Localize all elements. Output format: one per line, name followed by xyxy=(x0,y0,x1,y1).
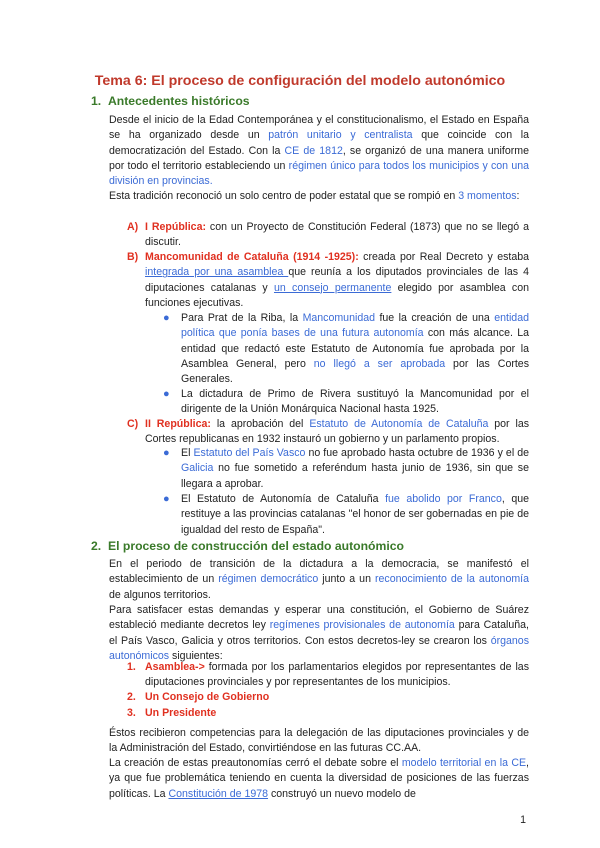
page-number: 1 xyxy=(520,814,526,826)
list-marker-c: C) xyxy=(127,418,139,430)
highlight-text: Mancomunidad xyxy=(302,312,375,324)
text-run: elegido por asamblea con funciones ejecutivas. xyxy=(145,281,530,309)
text-run: no fue aprobado hasta octubre de 1936 y el de xyxy=(305,447,529,459)
list-marker-2: 2. xyxy=(127,691,136,703)
highlight-text: entidad política que ponía bases de una futura autonomía xyxy=(181,312,529,340)
list-item-consejo-gobierno: Un Consejo de Gobierno xyxy=(145,691,270,703)
section-title: El proceso de construcción del estado autonómico xyxy=(108,539,404,553)
paragraph-competencias: Éstos recibieron competencias para la delegación de las diputaciones provinciales y de la Administración del Estado, convirtiéndose en las futuras CC.AA. xyxy=(109,727,529,755)
bullet-item-abolido-franco xyxy=(181,492,529,538)
list-item-mancomunidad xyxy=(145,250,529,311)
text-run: creada por Real Decreto y estaba xyxy=(358,251,529,263)
bullet-item-prat-de-la-riba xyxy=(181,311,529,387)
highlight-text: reconocimiento de la autonomía xyxy=(375,573,529,586)
page-title: Tema 6: El proceso de configuración del modelo autonómico xyxy=(94,73,506,89)
list-marker-b: B) xyxy=(127,251,139,263)
text-run: El xyxy=(181,447,194,459)
text-run: Para satisfacer estas demandas y esperar una constitución, el Gobierno de Suárez estableció mediante decretos ley xyxy=(109,604,529,632)
highlight-text: no llegó a ser aprobada xyxy=(313,357,446,370)
bullet-icon: ● xyxy=(163,447,170,459)
text-run: siguientes: xyxy=(169,649,223,662)
text-run: por las Cortes republicanas en 1932 instauró un gobierno y un parlamento propios. xyxy=(145,418,530,446)
list-item-ii-republica xyxy=(145,417,529,448)
section-title: Antecedentes históricos xyxy=(108,94,250,108)
text-run: En el periodo de transición de la dictadura a la democracia, se manifestó el establecimiento de un xyxy=(109,558,529,586)
item-heading: Asamblea-> xyxy=(145,661,205,673)
paragraph-transicion xyxy=(109,557,529,603)
highlight-text: Estatuto de Autonomía de Cataluña xyxy=(309,418,489,430)
text-run: Esta tradición reconoció un solo centro de poder estatal que se rompió en xyxy=(109,190,459,202)
item-heading: II República: xyxy=(145,418,211,430)
paragraph-suarez xyxy=(109,603,529,664)
text-run: la aprobación del xyxy=(210,418,310,430)
highlight-text: regímenes provisionales de autonomía xyxy=(269,619,455,632)
highlight-text: régimen único para todos los municipios y con una división en provincias. xyxy=(109,159,529,188)
bullet-icon: ● xyxy=(163,493,170,505)
text-run: Para Prat de la Riba, la xyxy=(181,312,303,324)
section-heading-antecedentes xyxy=(91,94,250,108)
text-run: formada por los parlamentarios elegidos por representantes de las diputaciones provinciales y por representantes de los municipios. xyxy=(145,661,529,689)
list-marker-3: 3. xyxy=(127,707,136,719)
highlight-text: modelo territorial en la CE xyxy=(401,757,527,769)
bullet-icon: ● xyxy=(163,312,170,324)
underlined-link-text: un consejo permanente xyxy=(273,281,392,294)
bullet-item-pais-vasco-galicia xyxy=(181,446,529,492)
highlight-text: 3 momentos xyxy=(458,190,517,202)
section-heading-proceso xyxy=(91,539,404,553)
text-run: construyó un nuevo modelo de xyxy=(268,787,416,800)
text-run: con más alcance. La entidad que redactó este Estatuto de Autonomía fue aprobada por la Asamblea General, pero xyxy=(181,327,529,370)
text-run: que reunía a los diputados provinciales de las 4 diputaciones catalanas y xyxy=(145,266,529,294)
highlight-text: fue abolido por Franco xyxy=(385,493,502,505)
highlight-text: órganos autonómicos xyxy=(109,634,529,662)
item-heading: I República: xyxy=(145,221,206,233)
text-run: El Estatuto de Autonomía de Cataluña xyxy=(181,493,386,505)
highlight-text: régimen democrático xyxy=(218,573,319,586)
underlined-link-text: integrada por una asamblea xyxy=(145,266,289,279)
section-number: 1. xyxy=(91,94,102,108)
text-run: : xyxy=(516,190,520,202)
text-run: no fue sometido a referéndum hasta junio de 1936, sin que se llegara a aprobar. xyxy=(181,462,529,490)
text-run: de algunos territorios. xyxy=(109,588,211,601)
list-marker-1: 1. xyxy=(127,661,136,673)
text-run: para Cataluña, el País Vasco, Galicia y otros territorios. Con estos decretos-ley se crearon los xyxy=(109,619,529,647)
highlight-text: Estatuto del País Vasco xyxy=(193,447,306,459)
text-run: con un Proyecto de Constitución Federal (1873) que no se llegó a discutir. xyxy=(145,221,529,249)
text-run: fue la creación de una xyxy=(375,312,495,324)
text-run: , ya que fue problemática teniendo en cuenta la diversidad de posiciones de las fuerzas políticas. La xyxy=(109,757,529,800)
text-run: que coincide con la democratización del Estado. Con la xyxy=(109,129,529,157)
paragraph-tradition xyxy=(109,189,529,204)
underlined-link-text: Constitución de 1978 xyxy=(168,787,269,800)
text-run: , se organizó de una manera uniforme por todo el territorio estableciendo un xyxy=(109,144,529,172)
paragraph-preautonomias xyxy=(109,756,529,802)
text-run: Desde el inicio de la Edad Contemporánea y el constitucionalismo, el Estado en España se ha organizado desde un xyxy=(109,114,529,142)
text-run: junto a un xyxy=(318,573,375,586)
highlight-text: CE de 1812 xyxy=(284,144,343,157)
text-run: , que restituye a las provincias catalanas "el honor de ser gobernadas en pie de igualdad del resto de España". xyxy=(181,493,529,536)
text-run: por las Cortes Generales. xyxy=(181,357,529,386)
bullet-item-primo-de-rivera: La dictadura de Primo de Rivera sustituyó la Mancomunidad por el dirigente de la Unión Monárquica Nacional hasta 1925. xyxy=(181,388,529,416)
list-item-i-republica xyxy=(145,220,529,251)
text-run: La creación de estas preautonomías cerró el debate sobre el xyxy=(109,757,402,769)
highlight-text: patrón unitario y centralista xyxy=(268,129,413,142)
list-item-presidente: Un Presidente xyxy=(145,707,217,719)
highlight-text: Galicia xyxy=(181,462,214,475)
paragraph-intro xyxy=(109,113,529,189)
list-item-asamblea xyxy=(145,660,529,691)
item-heading: Mancomunidad de Cataluña (1914 -1925): xyxy=(145,251,359,263)
bullet-icon: ● xyxy=(163,388,170,400)
list-marker-a: A) xyxy=(127,221,139,233)
section-number: 2. xyxy=(91,539,102,553)
